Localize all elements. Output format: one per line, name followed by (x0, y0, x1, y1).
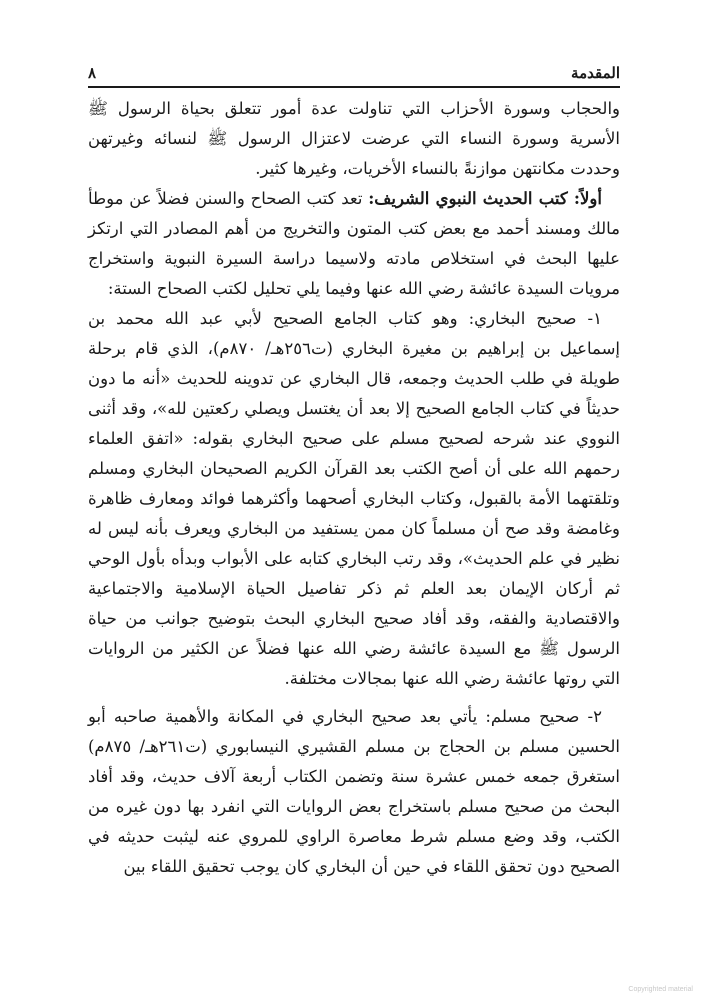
running-header (88, 52, 620, 82)
paragraph-sahih-muslim: ٢- صحيح مسلم: يأتي بعد صحيح البخاري في المكانة والأهمية صاحبه أبو الحسين مسلم بن الحجاج بن مسلم القشيري النيسابوري (ت٢٦١هـ/ ٨٧٥م) استغرق جمعه خمس عشرة سنة وتضمن الكتاب أربعة آلاف حديث، وقد أفاد البحث من صحيح مسلم باستخراج بعض الروايات التي انفرد بها دون غيره من الكتب، وقد وضع مسلم شرط معاصرة الراوي للمروي عنه ليثبت حديثه في الصحيح دون تحقق اللقاء في حين أن البخاري كان يوجب تحقيق اللقاء بين (88, 707, 621, 876)
copyright-watermark: Copyrighted material (628, 986, 693, 993)
header-rule (88, 86, 620, 88)
page-number: ٨ (88, 64, 97, 82)
paragraph-sahih-bukhari: ١- صحيح البخاري: وهو كتاب الجامع الصحيح لأبي عبد الله محمد بن إسماعيل بن إبراهيم بن مغيرة البخاري (ت٢٥٦هـ/ ٨٧٠م)، الذي قام برحلة طويلة في طلب الحديث وجمعه، قال البخاري عن تدوينه للحديث «أنه ما دون حديثاً في كتاب الجامع الصحيح إلا بعد أن يغتسل ويصلي ركعتين لله»، وقد أثنى النووي عند شرحه لصحيح مسلم على صحيح البخاري بقوله: «اتفق العلماء رحمهم الله على أن أصح الكتب بعد القرآن الكريم الصحيحان البخاري ومسلم وتلقتهما الأمة بالقبول، وكتاب البخاري أصحهما وأكثرهما فوائد ومعارف ظاهرة وغامضة وقد صح أن مسلماً كان ممن يستفيد من البخاري ويعرف بأنه ليس له نظير في علم الحديث»، وقد رتب البخاري كتابه على الأبواب وبدأه بأول الوحي ثم أركان الإيمان بعد العلم ثم ذكر تفاصيل الحياة الإسلامية والاجتماعية والاقتصادية والفقه، وقد أفاد صحيح البخاري البحث بتوضيح جوانب من حياة الرسول ﷺ مع السيدة عائشة رضي الله عنها فضلاً عن الكثير من الروايات التي روتها عائشة رضي الله عنها بمجالات مختلفة. (88, 309, 620, 688)
section-heading: أولاً: كتب الحديث النبوي الشريف: (368, 189, 602, 208)
body-text (88, 94, 620, 882)
section-title: المقدمة (571, 64, 620, 82)
book-page (88, 52, 620, 882)
paragraph-intro-continuation: والحجاب وسورة الأحزاب التي تناولت عدة أمور تتعلق بحياة الرسول ﷺ الأسرية وسورة النساء التي عرضت لاعتزال الرسول ﷺ لنسائه وغيرتهن وحددت مكانتهن موازنةً بالنساء الأخريات، وغيرها كثير. (88, 99, 620, 178)
paragraph-hadith-books: أولاً: كتب الحديث النبوي الشريف: تعد كتب الصحاح والسنن فضلاً عن موطأ مالك ومسند أحمد مع بعض كتب المتون والتخريج من أهم المصادر التي ارتكز عليها البحث في استخلاص مادته ولاسيما دراسة السيرة النبوية واستخراج مرويات السيدة عائشة رضي الله عنها وفيما يلي تحليل لكتب الصحاح الستة: (88, 189, 620, 298)
